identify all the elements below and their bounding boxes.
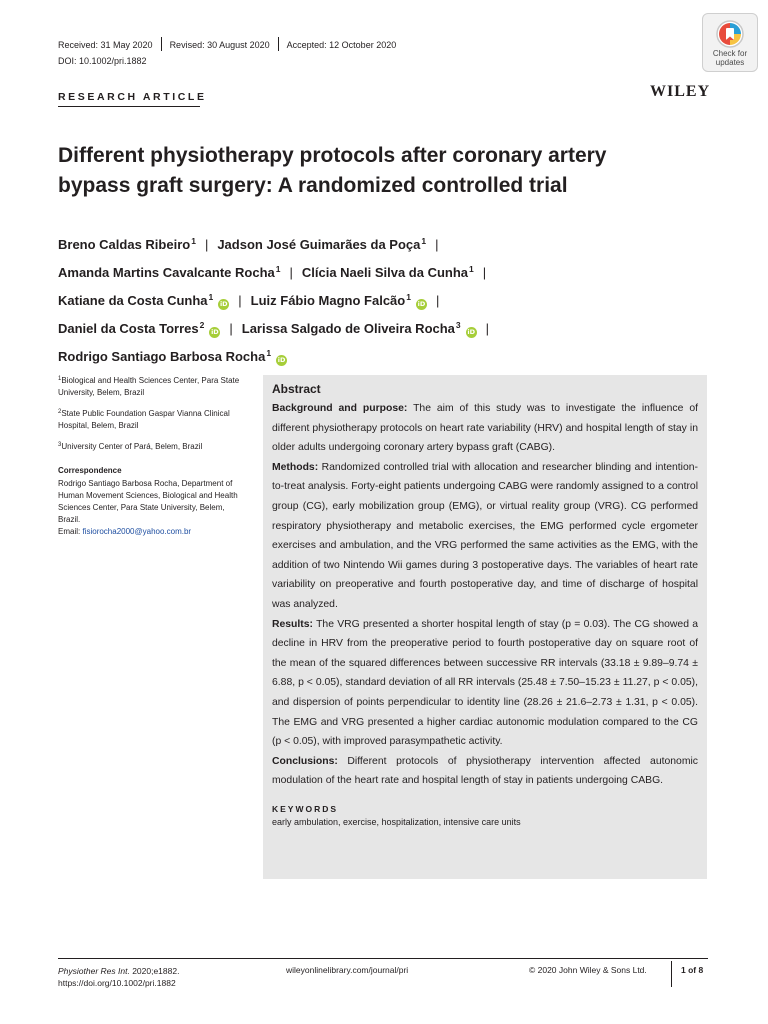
affiliation-marker: 1 xyxy=(208,292,214,302)
affiliation-marker: 1 xyxy=(191,236,196,246)
email-link[interactable]: fisiorocha2000@yahoo.com.br xyxy=(82,527,192,536)
footer-citation xyxy=(58,965,179,989)
author-name: Clícia Naeli Silva da Cunha xyxy=(301,265,469,280)
orcid-icon[interactable]: iD xyxy=(219,300,228,308)
affiliation-marker: 2 xyxy=(199,320,205,330)
received-date: Received: 31 May 2020 xyxy=(58,40,153,50)
author-name: Larissa Salgado de Oliveira Rocha xyxy=(241,321,455,336)
copyright-notice: © 2020 John Wiley & Sons Ltd. xyxy=(529,965,647,975)
results-label: Results: xyxy=(272,618,313,630)
author-separator: | xyxy=(204,237,209,252)
affiliation-marker: 3 xyxy=(455,320,461,330)
affiliation-item xyxy=(58,373,244,399)
citation-volume: 2020;e1882. xyxy=(132,966,180,976)
affiliation-number: 3 xyxy=(58,442,62,448)
results-text: The VRG presented a shorter hospital length of stay (p = 0.03). The CG showed a decline in HRV from the preoperative period to fourth postoperative day on square root of the mean of the squared differences between successive RR intervals (33.18 ± 9.89–9.74 ± 6.88, p < 0.05), standard deviation of all RR intervals (25.48 ± 7.50–15.23 ± 11.27, p < 0.05), and dispersion of points perpendicular to identity line (28.26 ± 21.6–2.73 ± 1.31, p < 0.05). The EMG and VRG presented a higher cardiac autonomic modulation compared to the CG (p < 0.05), with improved parasympathetic activity. xyxy=(272,618,698,748)
article-type-underline xyxy=(58,106,200,107)
correspondence-email-line xyxy=(58,526,244,538)
check-for-updates-badge[interactable] xyxy=(702,13,758,72)
author-separator: | xyxy=(435,293,440,308)
footer-vertical-divider xyxy=(671,961,672,987)
accepted-date: Accepted: 12 October 2020 xyxy=(286,40,397,50)
article-type-label: RESEARCH ARTICLE xyxy=(58,91,207,103)
author-line xyxy=(58,341,698,369)
methods-label: Methods: xyxy=(272,461,319,473)
doi-link[interactable]: https://doi.org/10.1002/pri.1882 xyxy=(58,978,176,988)
abstract-results xyxy=(272,615,698,752)
abstract-conclusions xyxy=(272,752,698,791)
orcid-icon[interactable]: iD xyxy=(417,300,426,308)
keywords-list: early ambulation, exercise, hospitalization, intensive care units xyxy=(272,816,521,827)
affiliation-marker: 1 xyxy=(421,236,427,246)
affiliation-item xyxy=(58,406,244,432)
author-line xyxy=(58,229,698,257)
affiliation-number: 2 xyxy=(58,409,62,415)
author-name: Daniel da Costa Torres xyxy=(58,321,199,336)
author-name: Breno Caldas Ribeiro xyxy=(58,237,191,252)
affiliation-marker: 1 xyxy=(406,292,411,302)
conclusions-text: Different protocols of physiotherapy intervention affected autonomic modulation of the heart rate and hospital length of stay in patients undergoing CABG. xyxy=(272,755,698,787)
author-line xyxy=(58,257,698,285)
author-line xyxy=(58,285,698,313)
orcid-icon[interactable]: iD xyxy=(211,328,219,336)
keywords-heading: KEYWORDS xyxy=(272,803,339,814)
crossmark-icon xyxy=(715,19,745,49)
page-number: 1 of 8 xyxy=(681,965,704,975)
affiliation-number: 1 xyxy=(58,376,62,382)
affiliation-text: State Public Foundation Gaspar Vianna Clinical Hospital, Belem, Brazil xyxy=(58,409,230,430)
affiliations-column xyxy=(58,373,244,538)
correspondence-heading: Correspondence xyxy=(58,466,122,475)
author-name: Amanda Martins Cavalcante Rocha xyxy=(58,265,275,280)
journal-name: Physiother Res Int. xyxy=(58,966,130,976)
author-separator: | xyxy=(238,293,242,308)
author-separator: | xyxy=(485,321,490,336)
check-updates-line2: updates xyxy=(715,57,745,67)
background-text: The aim of this study was to investigate the influence of different physiotherapy protocols on heart rate variability (HRV) and hospital length of stay in older adults undergoing coronary artery bypass graft (CABG). xyxy=(272,403,698,454)
author-list xyxy=(58,229,698,369)
author-name: Luiz Fábio Magno Falcão xyxy=(250,293,406,308)
abstract-background xyxy=(272,399,698,458)
publisher-logo: WILEY xyxy=(650,83,711,100)
author-name: Jadson José Guimarães da Poça xyxy=(217,237,421,252)
author-separator: | xyxy=(435,237,439,252)
article-doi: DOI: 10.1002/pri.1882 xyxy=(58,56,147,66)
author-separator: | xyxy=(229,321,233,336)
article-dates xyxy=(58,37,396,51)
affiliation-text: University Center of Pará, Belem, Brazil xyxy=(61,442,203,451)
abstract-box xyxy=(263,375,707,879)
footer-divider xyxy=(58,958,708,959)
author-name: Rodrigo Santiago Barbosa Rocha xyxy=(58,349,266,364)
author-separator: | xyxy=(482,265,487,280)
orcid-icon[interactable]: iD xyxy=(467,328,475,336)
affiliation-item xyxy=(58,439,244,453)
title-line-1: Different physiotherapy protocols after coronary artery xyxy=(58,144,607,167)
check-updates-line1: Check for xyxy=(712,49,748,58)
article-title xyxy=(58,141,698,201)
author-separator: | xyxy=(289,265,293,280)
affiliation-text: Biological and Health Sciences Center, Para State University, Belem, Brazil xyxy=(58,376,240,397)
affiliation-marker: 1 xyxy=(266,348,272,358)
abstract-methods xyxy=(272,458,698,615)
date-divider xyxy=(161,37,162,51)
conclusions-label: Conclusions: xyxy=(272,755,338,767)
affiliation-marker: 1 xyxy=(275,264,281,274)
background-label: Background and purpose: xyxy=(272,403,408,414)
methods-text: Randomized controlled trial with allocation and researcher blinding and intention-to-treat analysis. Forty-eight patients undergoing CABG were randomly assigned to a control group (CG), early mobilization group (EMG), or virtual reality group (VRG). CG performed respiratory physiotherapy and metabolic exercises, the EMG performed cycle ergometer exercises and ambulation, and the VRG performed the same activities as the EMG, with the addition of two Nintendo Wii games during 3 postoperative days. The variables of heart rate variability on preoperative and fourth postoperative day, and time of discharge of hospital was analyzed. xyxy=(272,461,698,610)
email-label: Email: xyxy=(58,527,81,536)
title-line-2: bypass graft surgery: A randomized controlled trial xyxy=(58,174,568,197)
orcid-icon[interactable]: iD xyxy=(277,356,286,364)
date-divider xyxy=(278,37,279,51)
affiliation-marker: 1 xyxy=(469,264,474,274)
correspondence-address: Rodrigo Santiago Barbosa Rocha, Department of Human Movement Sciences, Biological and Health Sciences Center, Para State University, Belem, Brazil. xyxy=(58,479,238,524)
author-line xyxy=(58,313,698,341)
abstract-heading: Abstract xyxy=(272,382,321,396)
journal-site-link[interactable]: wileyonlinelibrary.com/journal/pri xyxy=(286,965,409,975)
revised-date: Revised: 30 August 2020 xyxy=(169,40,270,50)
author-name: Katiane da Costa Cunha xyxy=(58,293,208,308)
